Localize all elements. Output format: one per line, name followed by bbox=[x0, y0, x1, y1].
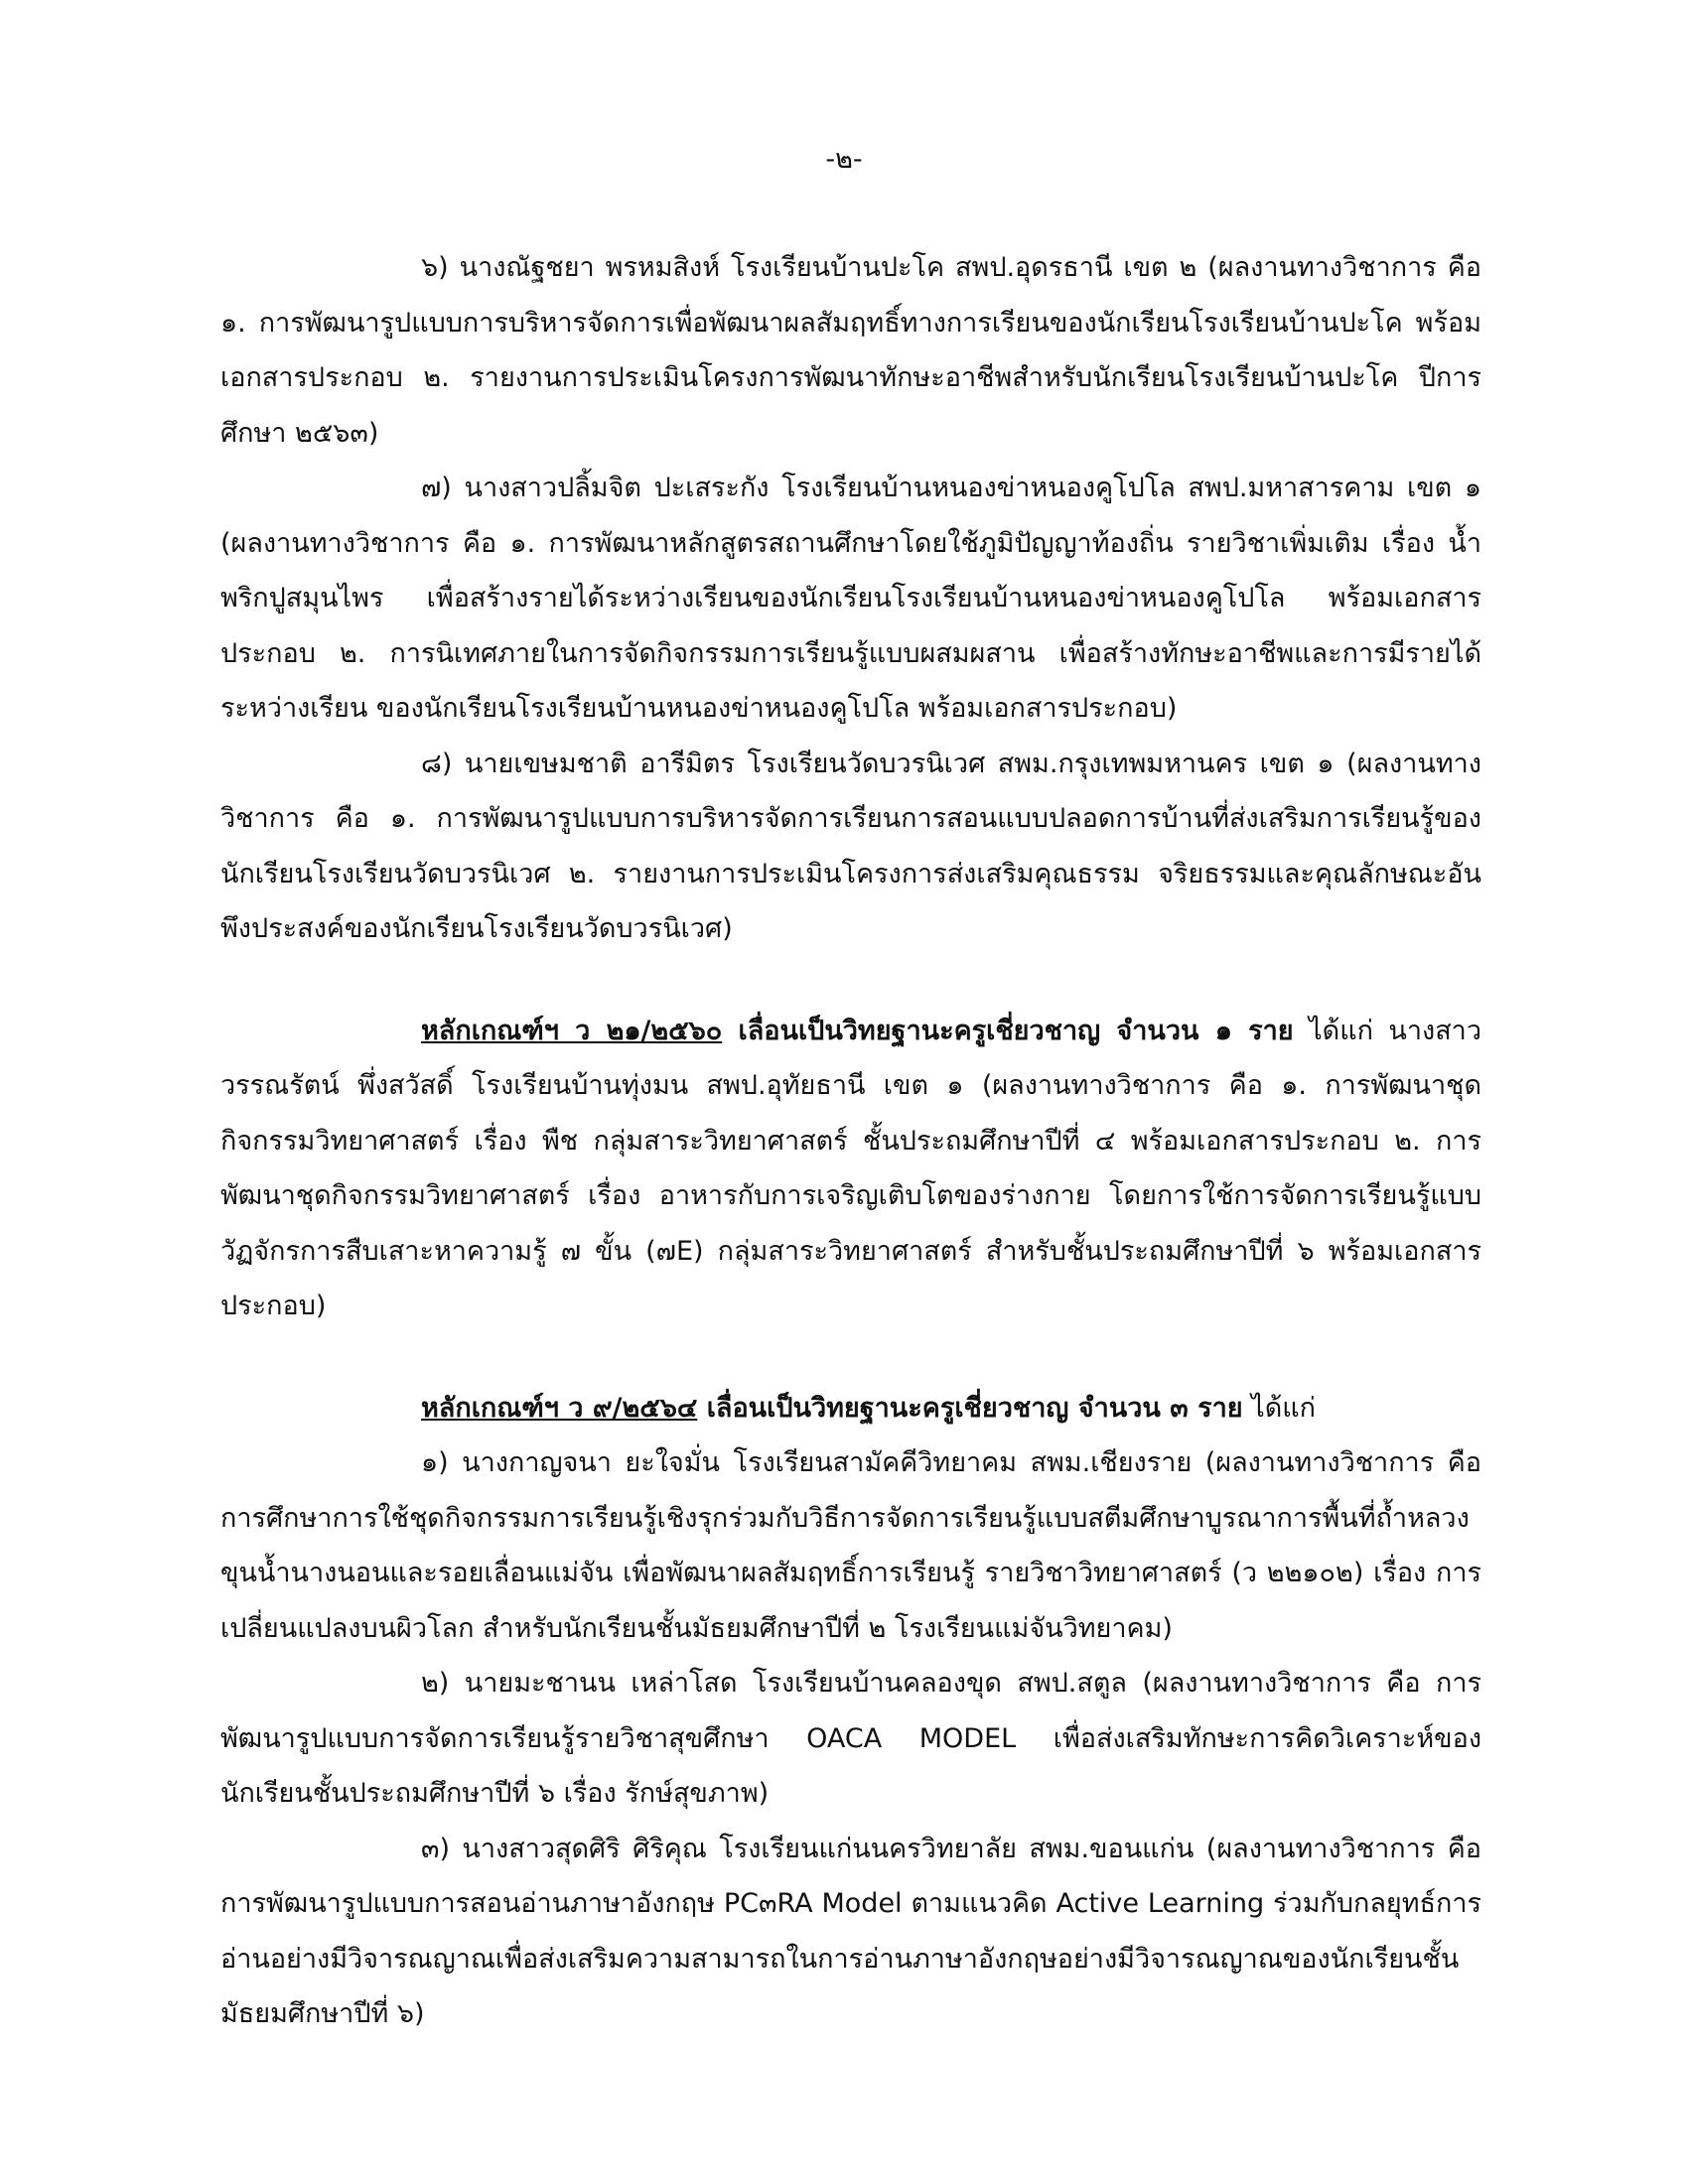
promotion-heading: เลื่อนเป็นวิทยฐานะครูเชี่ยวชาญ จำนวน ๓ ราย bbox=[697, 1392, 1243, 1424]
criteria-heading: หลักเกณฑ์ฯ ว ๙/๒๕๖๔ bbox=[421, 1392, 698, 1424]
list-item: ๘) นายเขษมชาติ อารีมิตร โรงเรียนวัดบวรนิเวศ สพม.กรุงเทพมหานคร เขต ๑ (ผลงานทางวิชาการ คือ ๑. การพัฒนารูปแบบการบริหารจัดการเรียนการสอนแบบปลอดการบ้านที่ส่งเสริมการเรียนรู้ของนักเรียนโรงเรียนวัดบวรนิเวศ ๒. รายงานการประเมินโครงการส่งเสริมคุณธรรม จริยธรรมและคุณลักษณะอันพึงประสงค์ของนักเรียนโรงเรียนวัดบวรนิเวศ) bbox=[220, 748, 1481, 944]
heading-tail: ได้แก่ bbox=[1242, 1392, 1317, 1424]
list-item: ๒) นายมะชานน เหล่าโสด โรงเรียนบ้านคลองขุด สพป.สตูล (ผลงานทางวิชาการ คือ การพัฒนารูปแบบการจัดการเรียนรู้รายวิชาสุขศึกษา OACA MODEL เพื่อส่งเสริมทักษะการคิดวิเคราะห์ของนักเรียนชั้นประถมศึกษาปีที่ ๖ เรื่อง รักษ์สุขภาพ) bbox=[220, 1668, 1481, 1809]
list-item: ๑) นางกาญจนา ยะใจมั่น โรงเรียนสามัคคีวิทยาคม สพม.เชียงราย (ผลงานทางวิชาการ คือ การศึกษาการใช้ชุดกิจกรรมการเรียนรู้เชิงรุกร่วมกับวิธีการจัดการเรียนรู้แบบสตีมศึกษาบูรณาการพื้นที่ถ้ำหลวงขุนน้ำนางนอนและรอยเลื่อนแม่จัน เพื่อพัฒนาผลสัมฤทธิ์การเรียนรู้ รายวิชาวิทยาศาสตร์ (ว ๒๒๑๐๒) เรื่อง การเปลี่ยนแปลงบนผิวโลก สำหรับนักเรียนชั้นมัธยมศึกษาปีที่ ๒ โรงเรียนแม่จันวิทยาคม) bbox=[220, 1447, 1481, 1644]
list-item: ๖) นางณัฐชยา พรหมสิงห์ โรงเรียนบ้านปะโค สพป.อุดรธานี เขต ๒ (ผลงานทางวิชาการ คือ ๑. การพัฒนารูปแบบการบริหารจัดการเพื่อพัฒนาผลสัมฤทธิ์ทางการเรียนของนักเรียนโรงเรียนบ้านปะโค พร้อมเอกสารประกอบ ๒. รายงานการประเมินโครงการพัฒนาทักษะอาชีพสำหรับนักเรียนโรงเรียนบ้านปะโค ปีการศึกษา ๒๕๖๓) bbox=[220, 252, 1481, 449]
promotion-heading: เลื่อนเป็นวิทยฐานะครูเชี่ยวชาญ จำนวน ๑ ราย bbox=[722, 1015, 1294, 1046]
heading-tail: ได้แก่ bbox=[1293, 1015, 1373, 1046]
list-item: ๗) นางสาวปลิ้มจิต ปะเสระกัง โรงเรียนบ้านหนองข่าหนองคูโปโล สพป.มหาสารคาม เขต ๑ (ผลงานทางวิชาการ คือ ๑. การพัฒนาหลักสูตรสถานศึกษาโดยใช้ภูมิปัญญาท้องถิ่น รายวิชาเพิ่มเติม เรื่อง น้ำพริกปูสมุนไพร เพื่อสร้างรายได้ระหว่างเรียนของนักเรียนโรงเรียนบ้านหนองข่าหนองคูโปโล พร้อมเอกสารประกอบ ๒. การนิเทศภายในการจัดกิจกรรมการเรียนรู้แบบผสมผสาน เพื่อสร้างทักษะอาชีพและการมีรายได้ระหว่างเรียน ของนักเรียนโรงเรียนบ้านหนองข่าหนองคูโปโล พร้อมเอกสารประกอบ) bbox=[220, 473, 1481, 724]
criteria-section-3 bbox=[220, 1381, 1481, 1436]
list-item: ๓) นางสาวสุดศิริ ศิริคุณ โรงเรียนแก่นนครวิทยาลัย สพม.ขอนแก่น (ผลงานทางวิชาการ คือ การพัฒนารูปแบบการสอนอ่านภาษาอังกฤษ PC๓RA Model ตามแนวคิด Active Learning ร่วมกับกลยุทธ์การอ่านอย่างมีวิจารณญาณเพื่อส่งเสริมความสามารถในการอ่านภาษาอังกฤษอย่างมีวิจารณญาณของนักเรียนชั้นมัธยมศึกษาปีที่ ๖) bbox=[220, 1833, 1481, 2029]
document-body bbox=[220, 240, 1481, 2042]
criteria-section-2 bbox=[220, 1004, 1481, 1334]
criteria-heading: หลักเกณฑ์ฯ ว ๒๑/๒๕๖๐ bbox=[421, 1015, 723, 1046]
section-body: นางสาววรรณรัตน์ พึ่งสวัสดิ์ โรงเรียนบ้านทุ่งมน สพป.อุทัยธานี เขต ๑ (ผลงานทางวิชาการ คือ ๑. การพัฒนาชุดกิจกรรมวิทยาศาสตร์ เรื่อง พืช กลุ่มสาระวิทยาศาสตร์ ชั้นประถมศึกษาปีที่ ๔ พร้อมเอกสารประกอบ ๒. การพัฒนาชุดกิจกรรมวิทยาศาสตร์ เรื่อง อาหารกับการเจริญเติบโตของร่างกาย โดยการใช้การจัดการเรียนรู้แบบวัฏจักรการสืบเสาะหาความรู้ ๗ ขั้น (๗E) กลุ่มสาระวิทยาศาสตร์ สำหรับชั้นประถมศึกษาปีที่ ๖ พร้อมเอกสารประกอบ) bbox=[220, 1015, 1482, 1321]
page-number: -๒- bbox=[825, 144, 863, 175]
